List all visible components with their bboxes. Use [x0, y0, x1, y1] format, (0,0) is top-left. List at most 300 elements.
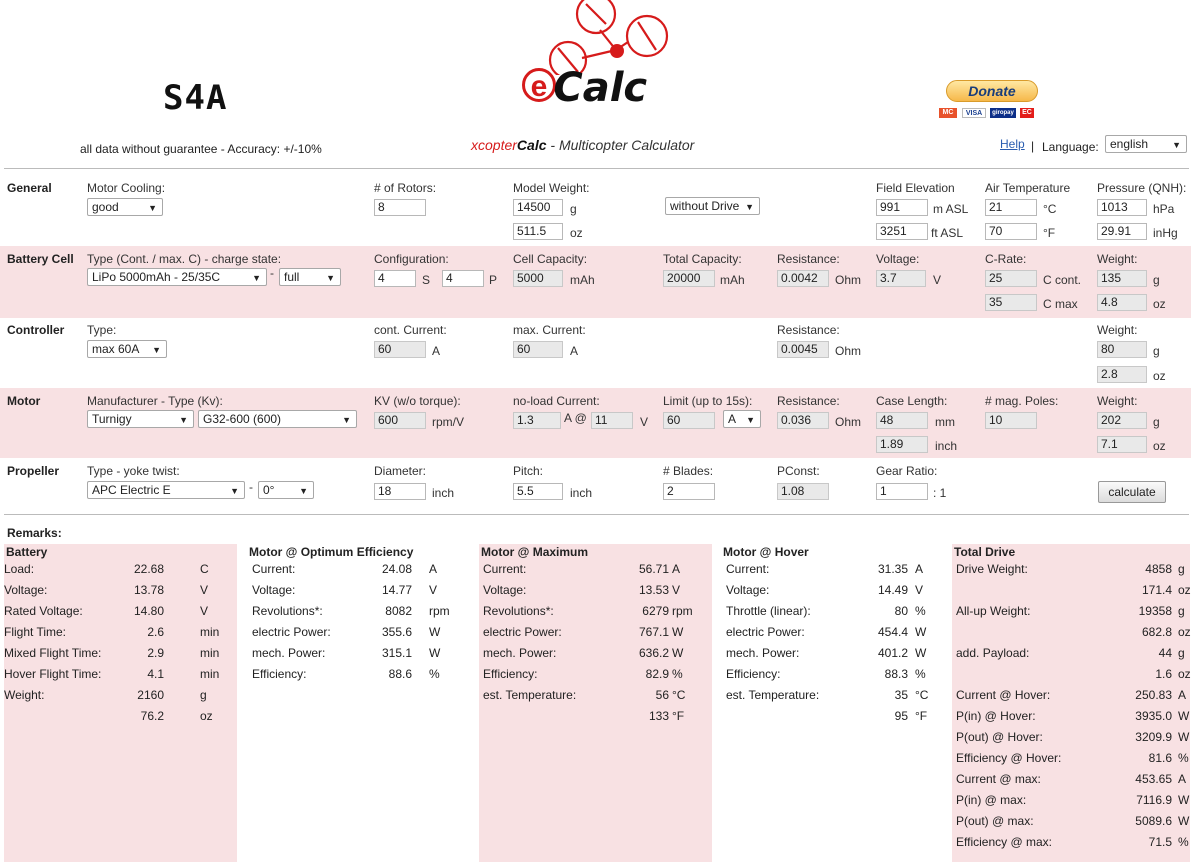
result-label: Current @ Hover:: [956, 688, 1051, 702]
air-temp-c-input[interactable]: 21: [985, 199, 1037, 216]
result-label: Current:: [252, 562, 296, 576]
result-row: [479, 562, 712, 583]
result-value: 5089.6: [1135, 814, 1172, 828]
result-label: Efficiency:: [726, 667, 781, 681]
drive-mode-select[interactable]: [665, 197, 760, 215]
chevron-down-icon: ▼: [252, 273, 261, 283]
result-unit: W: [429, 625, 441, 639]
result-row: [952, 709, 1190, 730]
result-value: 81.6: [1148, 751, 1172, 765]
total-capacity-input: 20000: [663, 270, 715, 287]
motor-weight-label: Weight:: [1097, 394, 1138, 408]
unit-ohm-motor: Ohm: [835, 415, 862, 429]
result-value: 2.9: [147, 646, 164, 660]
result-row: [722, 688, 947, 709]
result-unit: W: [1178, 814, 1190, 828]
controller-resistance-label: Resistance:: [777, 323, 840, 337]
donate-button[interactable]: Donate: [946, 80, 1038, 102]
diameter-input[interactable]: 18: [374, 483, 426, 500]
result-value: 82.9: [645, 667, 669, 681]
result-unit: V: [429, 583, 438, 597]
result-row: [952, 730, 1190, 751]
result-label: Revolutions*:: [252, 604, 323, 618]
result-row: [248, 562, 474, 583]
unit-fahrenheit: °F: [1043, 226, 1056, 240]
result-value: 44: [1158, 646, 1172, 660]
unit-rpm-v: rpm/V: [432, 415, 465, 429]
language-select[interactable]: [1105, 135, 1187, 153]
battery-weight-oz-input[interactable]: 4.8: [1097, 294, 1147, 311]
battery-type-label: Type (Cont. / max. C) - charge state:: [87, 252, 282, 266]
result-row: [952, 667, 1190, 688]
gear-ratio-input[interactable]: 1: [876, 483, 928, 500]
result-label: est. Temperature:: [483, 688, 577, 702]
limit-unit-value: A: [728, 412, 737, 426]
result-value: 71.5: [1148, 835, 1172, 849]
result-label: Efficiency @ max:: [956, 835, 1052, 849]
limit-label: Limit (up to 15s):: [663, 394, 753, 408]
case-length-inch-input[interactable]: 1.89: [876, 436, 928, 453]
result-value: 19358: [1138, 604, 1172, 618]
unit-ohm-controller: Ohm: [835, 344, 862, 358]
result-label: Load:: [4, 562, 35, 576]
result-unit: %: [429, 667, 440, 681]
result-label: All-up Weight:: [956, 604, 1031, 618]
result-row: [248, 604, 474, 625]
controller-type-select[interactable]: [87, 340, 167, 358]
result-unit: oz: [1178, 667, 1191, 681]
help-link[interactable]: Help: [1000, 137, 1025, 151]
result-row: [952, 625, 1190, 646]
result-row: [4, 709, 237, 730]
result-unit: A: [1178, 772, 1187, 786]
noload-current-input[interactable]: 1.3: [513, 412, 561, 429]
result-value: 80: [894, 604, 908, 618]
ecalc-logo: [522, 65, 648, 118]
controller-weight-oz-input[interactable]: 2.8: [1097, 366, 1147, 383]
controller-weight-g-input[interactable]: 80: [1097, 341, 1147, 358]
case-length-label: Case Length:: [876, 394, 948, 408]
result-row: [722, 625, 947, 646]
result-unit: W: [915, 625, 927, 639]
mag-poles-label: # mag. Poles:: [985, 394, 1059, 408]
result-unit: A: [915, 562, 924, 576]
charge-state-select[interactable]: [279, 268, 341, 286]
result-value: 401.2: [877, 646, 908, 660]
motor-hover-results-panel: [722, 544, 947, 862]
controller-resistance-input[interactable]: 0.0045: [777, 341, 829, 358]
charge-state-value: full: [284, 270, 300, 284]
result-row: [952, 562, 1190, 583]
result-value: 2.6: [147, 625, 164, 639]
remarks-label: Remarks:: [7, 526, 62, 540]
config-p-input[interactable]: 4: [442, 270, 484, 287]
result-value: 56.71: [638, 562, 669, 576]
blades-label: # Blades:: [663, 464, 714, 478]
result-value: 76.2: [140, 709, 164, 723]
prop-type-value: APC Electric E: [92, 483, 171, 497]
chevron-down-icon: ▼: [1172, 140, 1181, 150]
result-value: 88.3: [884, 667, 908, 681]
result-label: mech. Power:: [726, 646, 800, 660]
result-unit: oz: [1178, 625, 1191, 639]
cont-current-input[interactable]: 60: [374, 341, 426, 358]
chevron-down-icon: ▼: [179, 415, 188, 425]
total-capacity-label: Total Capacity:: [663, 252, 742, 266]
propeller-row-label: Propeller: [7, 464, 60, 478]
visa-icon: VISA: [962, 108, 986, 118]
result-label: Revolutions*:: [483, 604, 554, 618]
total-drive-results-panel: [952, 544, 1190, 862]
unit-v: V: [933, 273, 942, 287]
result-unit: °F: [672, 709, 685, 723]
result-unit: min: [200, 646, 220, 660]
result-unit: °C: [672, 688, 686, 702]
result-row: [952, 604, 1190, 625]
battery-voltage-label: Voltage:: [876, 252, 920, 266]
result-value: 682.8: [1141, 625, 1172, 639]
mag-poles-input[interactable]: 10: [985, 412, 1037, 429]
result-label: Throttle (linear):: [726, 604, 811, 618]
motor-weight-oz-input[interactable]: 7.1: [1097, 436, 1147, 453]
chevron-down-icon: ▼: [326, 273, 335, 283]
motor-cooling-label: Motor Cooling:: [87, 181, 166, 195]
unit-mah-total: mAh: [720, 273, 745, 287]
result-label: est. Temperature:: [726, 688, 820, 702]
result-label: P(in) @ Hover:: [956, 709, 1036, 723]
unit-g-controller: g: [1153, 344, 1160, 358]
yoke-twist-select[interactable]: [258, 481, 314, 499]
unit-c-cont: C cont.: [1043, 273, 1082, 287]
unit-m-asl: m ASL: [933, 202, 969, 216]
battery-type-select[interactable]: [87, 268, 267, 286]
result-value: 355.6: [381, 625, 412, 639]
motor-type-label: Manufacturer - Type (Kv):: [87, 394, 223, 408]
battery-resistance-label: Resistance:: [777, 252, 840, 266]
result-row: [952, 751, 1190, 772]
result-unit: min: [200, 667, 220, 681]
unit-oz: oz: [570, 226, 583, 240]
result-value: 13.53: [638, 583, 669, 597]
result-unit: A: [1178, 688, 1187, 702]
result-value: 24.08: [381, 562, 412, 576]
result-unit: min: [200, 625, 220, 639]
config-s-input[interactable]: 4: [374, 270, 416, 287]
chevron-down-icon: ▼: [299, 486, 308, 496]
result-unit: V: [672, 583, 681, 597]
result-value: 1.6: [1155, 667, 1172, 681]
result-label: electric Power:: [252, 625, 331, 639]
result-row: [4, 583, 237, 604]
gear-ratio-label: Gear Ratio:: [876, 464, 938, 478]
result-row: [952, 688, 1190, 709]
c-rate-max-input[interactable]: 35: [985, 294, 1037, 311]
result-unit: g: [200, 688, 207, 702]
motor-max-results-panel: [479, 544, 712, 862]
result-value: 14.80: [133, 604, 164, 618]
c-rate-label: C-Rate:: [985, 252, 1027, 266]
result-row: [479, 583, 712, 604]
motor-max-results-title: Motor @ Maximum: [481, 545, 589, 559]
language-value: english: [1110, 137, 1149, 151]
battery-weight-label: Weight:: [1097, 252, 1138, 266]
unit-celsius: °C: [1043, 202, 1057, 216]
app-subtitle-calc: Calc: [516, 137, 547, 153]
header-divider: [4, 168, 1189, 169]
blades-input[interactable]: 2: [663, 483, 715, 500]
mastercard-icon: MC: [939, 108, 957, 118]
battery-type-value: LiPo 5000mAh - 25/35C: [92, 270, 221, 284]
result-label: Voltage:: [4, 583, 48, 597]
pconst-label: PConst:: [777, 464, 820, 478]
result-value: 14.49: [877, 583, 908, 597]
result-unit: C: [200, 562, 209, 576]
app-subtitle-prefix: xcopter: [471, 137, 517, 153]
result-label: P(out) @ Hover:: [956, 730, 1043, 744]
general-row-label: General: [7, 181, 52, 195]
battery-voltage-input[interactable]: 3.7: [876, 270, 926, 287]
battery-weight-g-input[interactable]: 135: [1097, 270, 1147, 287]
unit-mah: mAh: [570, 273, 595, 287]
result-row: [952, 583, 1190, 604]
result-unit: %: [672, 667, 683, 681]
prop-type-select[interactable]: [87, 481, 245, 499]
unit-oz-controller: oz: [1153, 369, 1166, 383]
result-value: 454.4: [877, 625, 908, 639]
app-subtitle-rest: - Multicopter Calculator: [546, 137, 695, 153]
result-row: [952, 772, 1190, 793]
result-unit: V: [915, 583, 924, 597]
s4a-logo: S4A: [163, 78, 228, 118]
disclaimer-text: all data without guarantee - Accuracy: +/-10%: [80, 142, 322, 156]
result-label: Current:: [726, 562, 770, 576]
motor-hover-results-title: Motor @ Hover: [723, 545, 809, 559]
result-value: 3209.9: [1135, 730, 1172, 744]
yoke-twist-value: 0°: [263, 483, 275, 497]
result-row: [4, 604, 237, 625]
unit-g: g: [570, 202, 577, 216]
result-row: [952, 814, 1190, 835]
result-unit: %: [1178, 835, 1189, 849]
model-weight-label: Model Weight:: [513, 181, 590, 195]
result-row: [4, 625, 237, 646]
unit-inch-pitch: inch: [570, 486, 593, 500]
language-label: Language:: [1042, 140, 1099, 154]
result-value: 88.6: [388, 667, 412, 681]
result-row: [479, 688, 712, 709]
result-unit: g: [1178, 646, 1185, 660]
pressure-label: Pressure (QNH):: [1097, 181, 1187, 195]
unit-inch-case: inch: [935, 439, 958, 453]
unit-a-at: A @: [564, 411, 587, 425]
battery-dash: -: [270, 266, 274, 280]
result-row: [952, 793, 1190, 814]
chevron-down-icon: ▼: [230, 486, 239, 496]
field-elevation-label: Field Elevation: [876, 181, 955, 195]
result-unit: °C: [915, 688, 929, 702]
c-rate-cont-input[interactable]: 25: [985, 270, 1037, 287]
unit-oz-battery: oz: [1153, 297, 1166, 311]
motor-manufacturer-select[interactable]: [87, 410, 194, 428]
motor-model-select[interactable]: [198, 410, 357, 428]
result-row: [4, 562, 237, 583]
max-current-input[interactable]: 60: [513, 341, 563, 358]
result-row: [722, 667, 947, 688]
rotors-input[interactable]: 8: [374, 199, 426, 216]
result-value: 250.83: [1135, 688, 1172, 702]
pressure-inhg-input[interactable]: 29.91: [1097, 223, 1147, 240]
result-value: 3935.0: [1135, 709, 1172, 723]
controller-type-value: max 60A: [92, 342, 140, 356]
model-weight-oz-input[interactable]: 511.5: [513, 223, 563, 240]
pitch-input[interactable]: 5.5: [513, 483, 563, 500]
result-value: 13.78: [133, 583, 164, 597]
motor-resistance-input[interactable]: 0.036: [777, 412, 829, 429]
unit-inch-diameter: inch: [432, 486, 455, 500]
result-value: 95: [894, 709, 908, 723]
result-unit: g: [1178, 562, 1185, 576]
field-elevation-ft-input[interactable]: 3251: [876, 223, 928, 240]
app-subtitle: [471, 137, 694, 153]
result-unit: W: [1178, 709, 1190, 723]
battery-results-panel: [4, 544, 237, 862]
cont-current-label: cont. Current:: [374, 323, 447, 337]
battery-resistance-input[interactable]: 0.0042: [777, 270, 829, 287]
result-label: electric Power:: [483, 625, 562, 639]
total-drive-results-title: Total Drive: [954, 545, 1016, 559]
kv-input[interactable]: 600: [374, 412, 426, 429]
result-unit: W: [429, 646, 441, 660]
result-label: P(in) @ max:: [956, 793, 1027, 807]
inputs-divider: [4, 514, 1189, 515]
quadcopter-logo-icon: [520, 0, 680, 75]
controller-type-label: Type:: [87, 323, 117, 337]
pconst-input[interactable]: 1.08: [777, 483, 829, 500]
result-label: Drive Weight:: [956, 562, 1028, 576]
calculate-button[interactable]: calculate: [1098, 481, 1166, 503]
motor-weight-g-input[interactable]: 202: [1097, 412, 1147, 429]
result-value: 7116.9: [1136, 793, 1172, 807]
ecalc-logo-e: e: [522, 68, 556, 102]
result-row: [479, 667, 712, 688]
result-label: Hover Flight Time:: [4, 667, 102, 681]
result-value: 171.4: [1141, 583, 1172, 597]
result-row: [4, 646, 237, 667]
battery-row-label: Battery Cell: [7, 252, 74, 266]
noload-current-label: no-load Current:: [513, 394, 600, 408]
controller-row-label: Controller: [7, 323, 65, 337]
result-value: 22.68: [133, 562, 164, 576]
result-value: 767.1: [638, 625, 669, 639]
result-unit: V: [200, 583, 209, 597]
result-value: 56: [655, 688, 669, 702]
motor-cooling-value: good: [92, 200, 119, 214]
chevron-down-icon: ▼: [342, 415, 351, 425]
result-unit: W: [672, 625, 684, 639]
result-value: 636.2: [638, 646, 669, 660]
motor-manufacturer-value: Turnigy: [92, 412, 132, 426]
result-label: Efficiency:: [252, 667, 307, 681]
result-row: [4, 667, 237, 688]
giropay-icon: giropay: [990, 108, 1016, 118]
air-temp-f-input[interactable]: 70: [985, 223, 1037, 240]
result-row: [248, 667, 474, 688]
result-value: 35: [894, 688, 908, 702]
result-label: Voltage:: [483, 583, 527, 597]
result-row: [952, 835, 1190, 856]
result-label: Efficiency @ Hover:: [956, 751, 1062, 765]
motor-cooling-select[interactable]: [87, 198, 163, 216]
result-value: 8082: [385, 604, 412, 618]
result-value: 315.1: [381, 646, 412, 660]
result-row: [4, 688, 237, 709]
result-value: 2160: [137, 688, 164, 702]
result-row: [722, 562, 947, 583]
header-separator: |: [1031, 139, 1035, 153]
result-row: [722, 709, 947, 730]
result-unit: W: [1178, 730, 1190, 744]
result-unit: A: [429, 562, 438, 576]
result-unit: W: [672, 646, 684, 660]
result-row: [248, 646, 474, 667]
diameter-label: Diameter:: [374, 464, 427, 478]
max-current-label: max. Current:: [513, 323, 586, 337]
pressure-hpa-input[interactable]: 1013: [1097, 199, 1147, 216]
result-label: Current:: [483, 562, 527, 576]
result-unit: V: [200, 604, 209, 618]
result-label: add. Payload:: [956, 646, 1030, 660]
result-label: Efficiency:: [483, 667, 538, 681]
result-row: [248, 625, 474, 646]
result-unit: %: [915, 667, 926, 681]
result-unit: rpm: [672, 604, 693, 618]
result-unit: °F: [915, 709, 928, 723]
chevron-down-icon: ▼: [746, 415, 755, 425]
result-label: Mixed Flight Time:: [4, 646, 102, 660]
limit-input[interactable]: 60: [663, 412, 715, 429]
result-unit: oz: [200, 709, 213, 723]
result-unit: W: [1178, 793, 1190, 807]
motor-resistance-label: Resistance:: [777, 394, 840, 408]
motor-model-value: G32-600 (600): [203, 412, 282, 426]
result-unit: W: [915, 646, 927, 660]
controller-weight-label: Weight:: [1097, 323, 1138, 337]
result-value: 4.1: [147, 667, 164, 681]
ec-icon: EC: [1020, 108, 1034, 118]
field-elevation-m-input[interactable]: 991: [876, 199, 928, 216]
result-unit: g: [1178, 604, 1185, 618]
unit-ohm: Ohm: [835, 273, 862, 287]
result-value: 133: [648, 709, 669, 723]
case-length-mm-input[interactable]: 48: [876, 412, 928, 429]
unit-g-motor: g: [1153, 415, 1160, 429]
pitch-label: Pitch:: [513, 464, 544, 478]
unit-p: P: [489, 273, 498, 287]
cell-capacity-input[interactable]: 5000: [513, 270, 563, 287]
noload-voltage-input[interactable]: 11: [591, 412, 633, 429]
model-weight-g-input[interactable]: 14500: [513, 199, 563, 216]
result-row: [722, 646, 947, 667]
result-value: 4858: [1145, 562, 1172, 576]
unit-oz-motor: oz: [1153, 439, 1166, 453]
drive-mode-value: without Drive: [670, 199, 740, 213]
motor-opt-results-panel: [248, 544, 474, 862]
limit-unit-select[interactable]: [723, 410, 761, 428]
result-unit: %: [915, 604, 926, 618]
unit-ft-asl: ft ASL: [931, 226, 964, 240]
unit-hpa: hPa: [1153, 202, 1175, 216]
cell-capacity-label: Cell Capacity:: [513, 252, 588, 266]
